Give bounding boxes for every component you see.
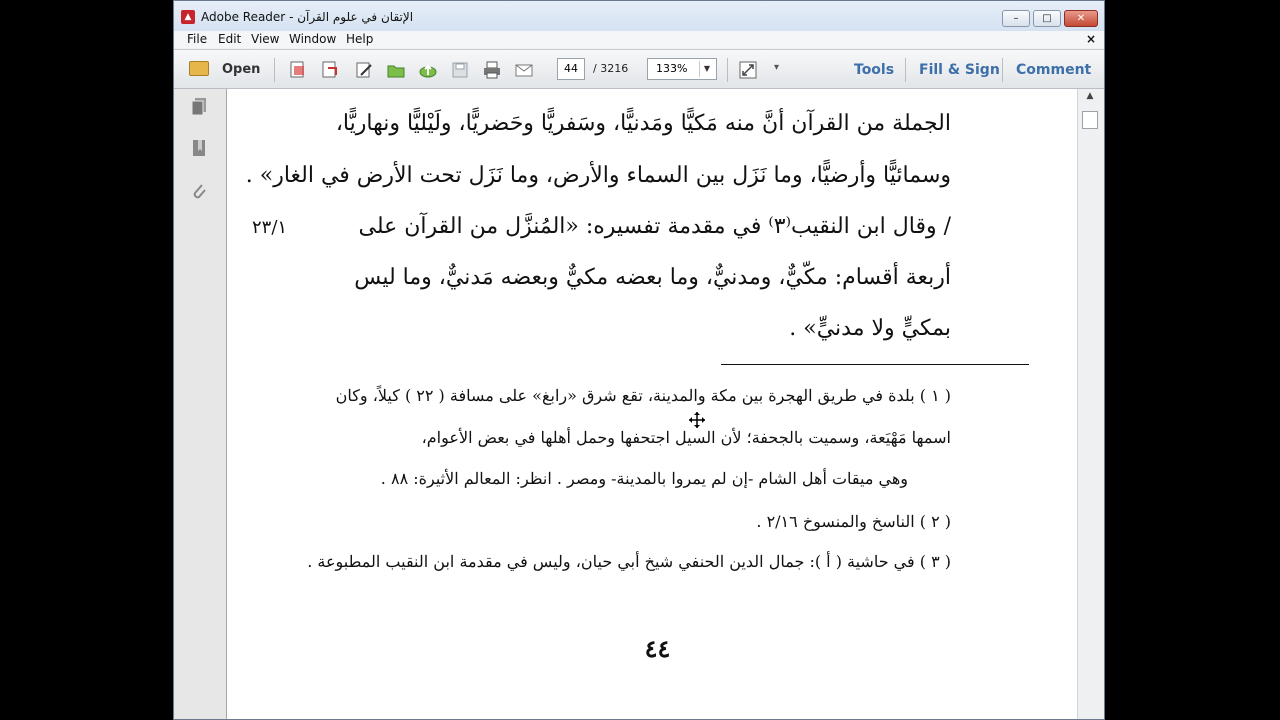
- footnote-separator: [721, 364, 1029, 365]
- menu-help[interactable]: Help: [346, 32, 374, 46]
- attachments-icon[interactable]: [190, 181, 208, 201]
- close-document-button[interactable]: ×: [1085, 32, 1096, 46]
- email-icon[interactable]: [514, 60, 534, 80]
- move-cursor-icon: [688, 411, 706, 429]
- body-text-line: الجملة من القرآن أنَّ منه مَكيًّا ومَدنيًّا، وسَفريًّا وحَضريًّا، ولَيْليًّا ونهاريًّا،: [335, 111, 951, 136]
- edit-pdf-icon[interactable]: [354, 60, 374, 80]
- footnote-line: اسمها مَهْيَعة، وسميت بالجحفة؛ لأن السيل اجتحفها وحمل أهلها في بعض الأعوام،: [421, 428, 951, 447]
- vertical-scrollbar[interactable]: [1077, 89, 1104, 719]
- save-icon[interactable]: [450, 60, 470, 80]
- chevron-down-icon[interactable]: ▼: [699, 61, 714, 77]
- footnote-line: ( ١ ) بلدة في طريق الهجرة بين مكة والمدينة، تقع شرق «رابغ» على مسافة ( ٢٢ ) كيلاً، وكان: [335, 386, 951, 405]
- body-text-line: أربعة أقسام: مكّيٌّ، ومدنيٌّ، وما بعضه مكيٌّ وبعضه مَدنيٌّ، وما ليس: [354, 265, 951, 290]
- toolbar-separator: [905, 58, 906, 82]
- margin-reference: ٢٣/١: [252, 217, 288, 238]
- scrollbar-thumb[interactable]: [1082, 111, 1098, 129]
- pages-icon[interactable]: [190, 97, 208, 117]
- zoom-select[interactable]: [647, 58, 717, 80]
- page-total: / 3216: [593, 62, 629, 75]
- scroll-up-icon[interactable]: ▲: [1086, 91, 1094, 101]
- folder-icon: [189, 61, 209, 76]
- close-button[interactable]: ✕: [1064, 10, 1098, 27]
- main-toolbar: [174, 49, 1104, 89]
- page-number-input[interactable]: 44: [557, 58, 585, 80]
- tools-button[interactable]: Tools: [854, 62, 895, 78]
- menu-file[interactable]: File: [187, 32, 208, 46]
- print-icon[interactable]: [482, 60, 502, 80]
- open-folder-icon[interactable]: [386, 60, 406, 80]
- menu-view[interactable]: View: [251, 32, 280, 46]
- export-pdf-icon[interactable]: [320, 60, 340, 80]
- cloud-upload-icon[interactable]: [418, 60, 438, 80]
- body-text-line: وسمائيًّا وأرضيًّا، وما نَزَل بين السماء والأرض، وما نَزَل تحت الأرض في الغار» .: [245, 163, 951, 188]
- menu-bar: [174, 31, 1104, 48]
- create-pdf-icon[interactable]: [288, 60, 308, 80]
- open-label: Open: [222, 62, 261, 77]
- adobe-reader-icon: ▲: [181, 10, 195, 24]
- zoom-value: 133%: [656, 62, 688, 75]
- toolbar-separator: [727, 58, 728, 82]
- toolbar-separator: [1002, 58, 1003, 82]
- customize-toolbar-icon[interactable]: ▾: [774, 62, 780, 73]
- app-window: [173, 0, 1105, 720]
- menu-edit[interactable]: Edit: [218, 32, 242, 46]
- window-title: الإتقان في علوم القرآن - Adobe Reader: [201, 10, 414, 24]
- fill-sign-button[interactable]: Fill & Sign: [919, 62, 1000, 78]
- maximize-button[interactable]: □: [1033, 10, 1061, 27]
- fit-page-icon[interactable]: [738, 60, 758, 80]
- body-text-line: بمكيٍّ ولا مدنيٍّ» .: [789, 316, 951, 341]
- comment-button[interactable]: Comment: [1016, 62, 1092, 78]
- footnote-line: وهي ميقات أهل الشام -إن لم يمروا بالمدينة- ومصر . انظر: المعالم الأثيرة: ٨٨ .: [380, 469, 908, 488]
- footnote-line: ( ٣ ) في حاشية ( أ ): جمال الدين الحنفي شيخ أبي حيان، وليس في مقدمة ابن النقيب المطبوعة .: [307, 552, 951, 571]
- footnote-line: ( ٢ ) الناسخ والمنسوخ ٢/١٦ .: [756, 512, 951, 531]
- document-page[interactable]: [226, 89, 1078, 719]
- page-number: ٤٤: [644, 634, 671, 663]
- minimize-button[interactable]: –: [1002, 10, 1030, 27]
- body-text-line: / وقال ابن النقيب⁽٣⁾ في مقدمة تفسيره: «المُنزَّل من القرآن على: [358, 214, 951, 239]
- toolbar-separator: [274, 58, 275, 82]
- title-bar[interactable]: [174, 1, 1104, 31]
- navigation-pane: [174, 89, 226, 719]
- menu-window[interactable]: Window: [289, 32, 337, 46]
- bookmarks-icon[interactable]: [190, 139, 208, 159]
